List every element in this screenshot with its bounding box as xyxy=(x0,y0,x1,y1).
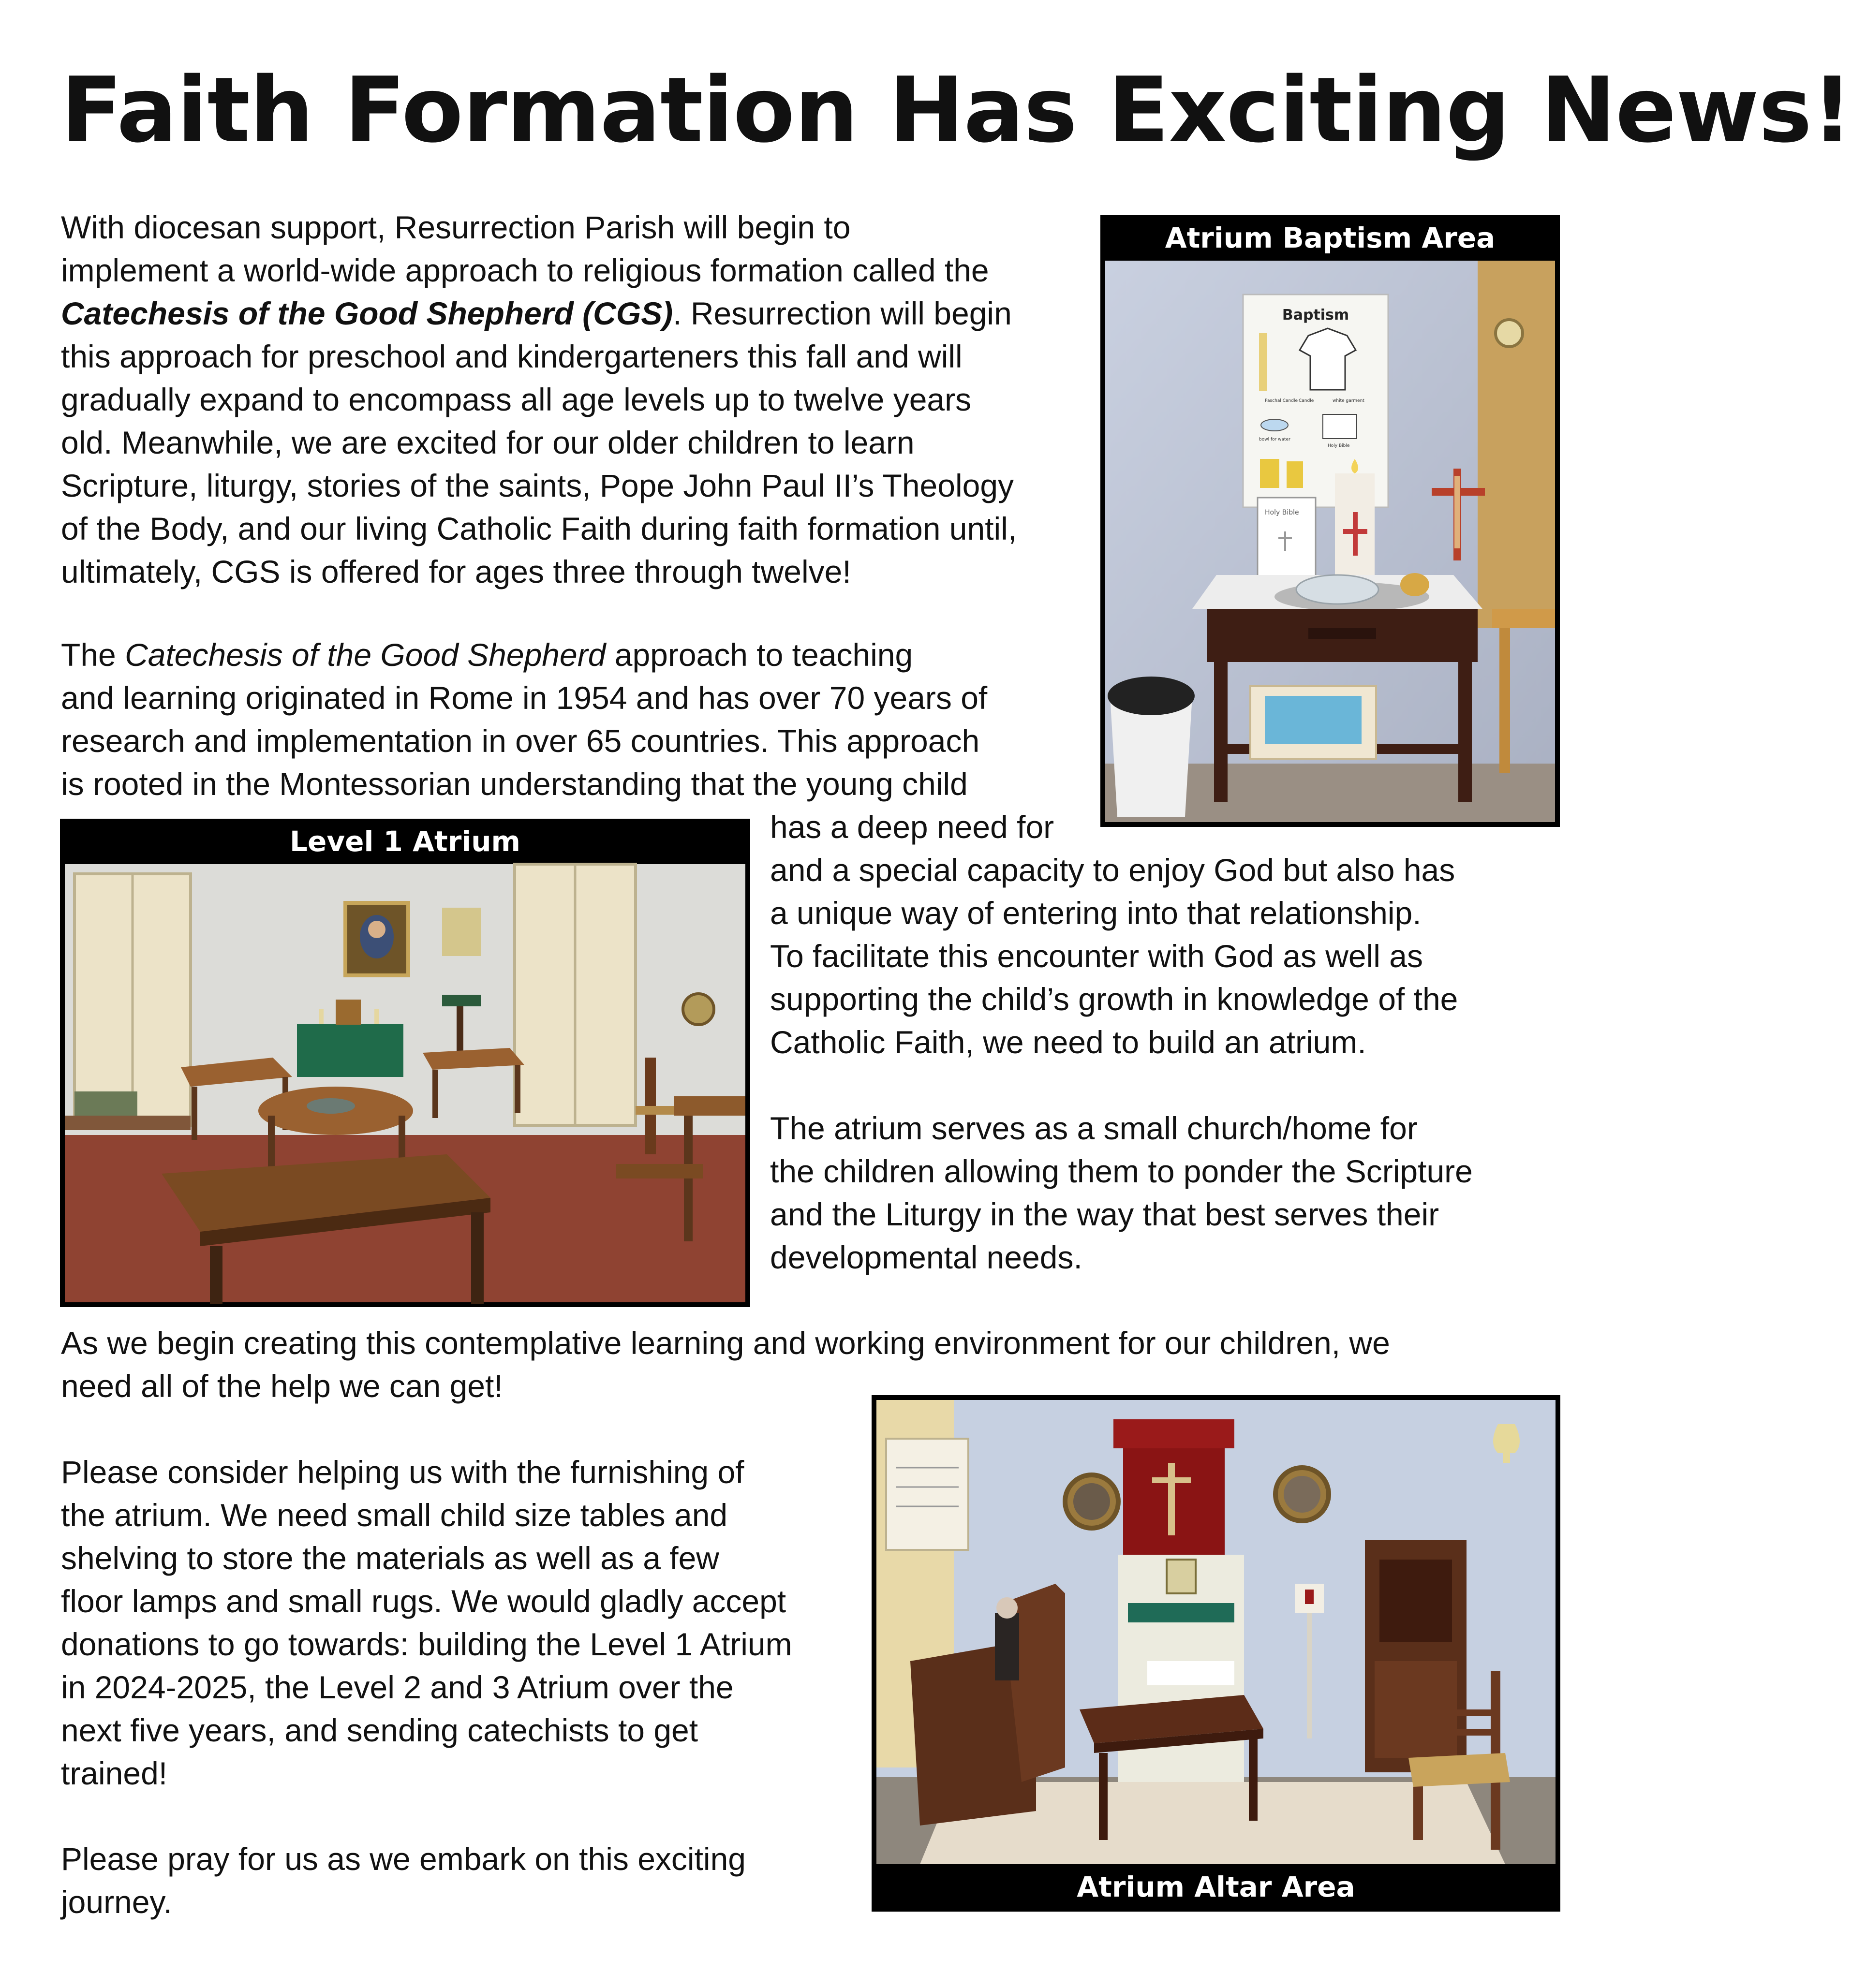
intro-line-5: gradually expand to encompass all age levels up to twelve years xyxy=(61,382,972,417)
begin-line-1: As we begin creating this contemplative learning and working environment for our children, we xyxy=(61,1325,1390,1361)
svg-text:Candle: Candle xyxy=(1299,398,1314,403)
intro-line-8: of the Body, and our living Catholic Faith during faith formation until, xyxy=(61,511,1017,546)
svg-text:bowl for water: bowl for water xyxy=(1259,437,1290,442)
altar-area-photo xyxy=(872,1395,1560,1912)
intro-line-3: Catechesis of the Good Shepherd (CGS). Resurrection will begin xyxy=(61,295,1012,331)
svg-text:white garment: white garment xyxy=(1333,398,1364,403)
altar-scene-illustration xyxy=(876,1400,1556,1864)
approach-line-10: Catholic Faith, we need to build an atrium. xyxy=(770,1024,1366,1060)
poster-title: Baptism xyxy=(1282,307,1349,324)
cgs-program-name: Catechesis of the Good Shepherd (CGS) xyxy=(61,295,673,331)
page-title: Faith Formation Has Exciting News! xyxy=(61,58,1852,162)
approach-line-6: and a special capacity to enjoy God but also has xyxy=(770,852,1455,888)
furnish-line-6: in 2024-2025, the Level 2 and 3 Atrium over the xyxy=(61,1669,734,1705)
intro-line-7: Scripture, liturgy, stories of the saints, Pope John Paul II’s Theology xyxy=(61,468,1014,503)
furnish-line-3: shelving to store the materials as well as a few xyxy=(61,1540,719,1576)
altar-area-caption: Atrium Altar Area xyxy=(1077,1870,1355,1903)
intro-line-1: With diocesan support, Resurrection Parish will begin to xyxy=(61,209,851,245)
atrium-line-2: the children allowing them to ponder the Scripture xyxy=(770,1153,1473,1189)
svg-text:Holy Bible: Holy Bible xyxy=(1328,443,1350,448)
atrium-line-1: The atrium serves as a small church/home for xyxy=(770,1110,1418,1146)
svg-text:Paschal Candle: Paschal Candle xyxy=(1265,398,1298,403)
intro-line-2: implement a world-wide approach to religious formation called the xyxy=(61,252,989,288)
intro-line-4: this approach for preschool and kindergarteners this fall and will xyxy=(61,339,963,374)
pray-paragraph xyxy=(61,1838,746,1924)
approach-line-3: research and implementation in over 65 countries. This approach xyxy=(61,723,980,759)
altar-area-image xyxy=(876,1400,1556,1864)
furnish-line-7: next five years, and sending catechists to get xyxy=(61,1712,698,1748)
level1-atrium-image xyxy=(65,864,745,1302)
begin-line-2: need all of the help we can get! xyxy=(61,1368,503,1404)
pray-line-2: journey. xyxy=(61,1884,172,1920)
furnish-line-8: trained! xyxy=(61,1755,168,1791)
intro-paragraph xyxy=(61,206,1017,593)
approach-line-2: and learning originated in Rome in 1954 and has over 70 years of xyxy=(61,680,988,716)
svg-text:Holy Bible: Holy Bible xyxy=(1265,509,1299,516)
intro-line-6: old. Meanwhile, we are excited for our older children to learn xyxy=(61,425,915,460)
furnish-line-4: floor lamps and small rugs. We would gladly accept xyxy=(61,1583,786,1619)
furnish-paragraph xyxy=(61,1451,792,1795)
baptism-scene-illustration xyxy=(1105,261,1555,822)
level1-atrium-caption: Level 1 Atrium xyxy=(290,825,520,858)
baptism-area-photo xyxy=(1100,215,1560,827)
approach-line-5: has a deep need for xyxy=(770,809,1054,845)
furnish-line-2: the atrium. We need small child size tables and xyxy=(61,1497,728,1533)
baptism-area-image xyxy=(1105,261,1555,822)
pray-line-1: Please pray for us as we embark on this exciting xyxy=(61,1841,746,1877)
approach-line-8: To facilitate this encounter with God as well as xyxy=(770,938,1423,974)
atrium-line-4: developmental needs. xyxy=(770,1239,1082,1275)
approach-line-4: is rooted in the Montessorian understanding that the young child xyxy=(61,766,968,802)
baptism-area-caption: Atrium Baptism Area xyxy=(1165,221,1496,254)
approach-line-1: The Catechesis of the Good Shepherd approach to teaching xyxy=(61,637,913,673)
level1-atrium-photo xyxy=(60,819,750,1307)
intro-line-9: ultimately, CGS is offered for ages three through twelve! xyxy=(61,554,851,589)
approach-line-7: a unique way of entering into that relationship. xyxy=(770,895,1422,931)
atrium-paragraph xyxy=(770,1107,1473,1279)
cgs-italic-name: Catechesis of the Good Shepherd xyxy=(125,637,606,673)
level1-scene-illustration xyxy=(65,864,745,1302)
atrium-line-3: and the Liturgy in the way that best serves their xyxy=(770,1196,1439,1232)
furnish-line-5: donations to go towards: building the Level 1 Atrium xyxy=(61,1626,792,1662)
approach-paragraph-continued xyxy=(770,806,1458,1064)
furnish-line-1: Please consider helping us with the furnishing of xyxy=(61,1454,744,1490)
approach-line-9: supporting the child’s growth in knowledge of the xyxy=(770,981,1458,1017)
approach-paragraph xyxy=(61,633,987,806)
